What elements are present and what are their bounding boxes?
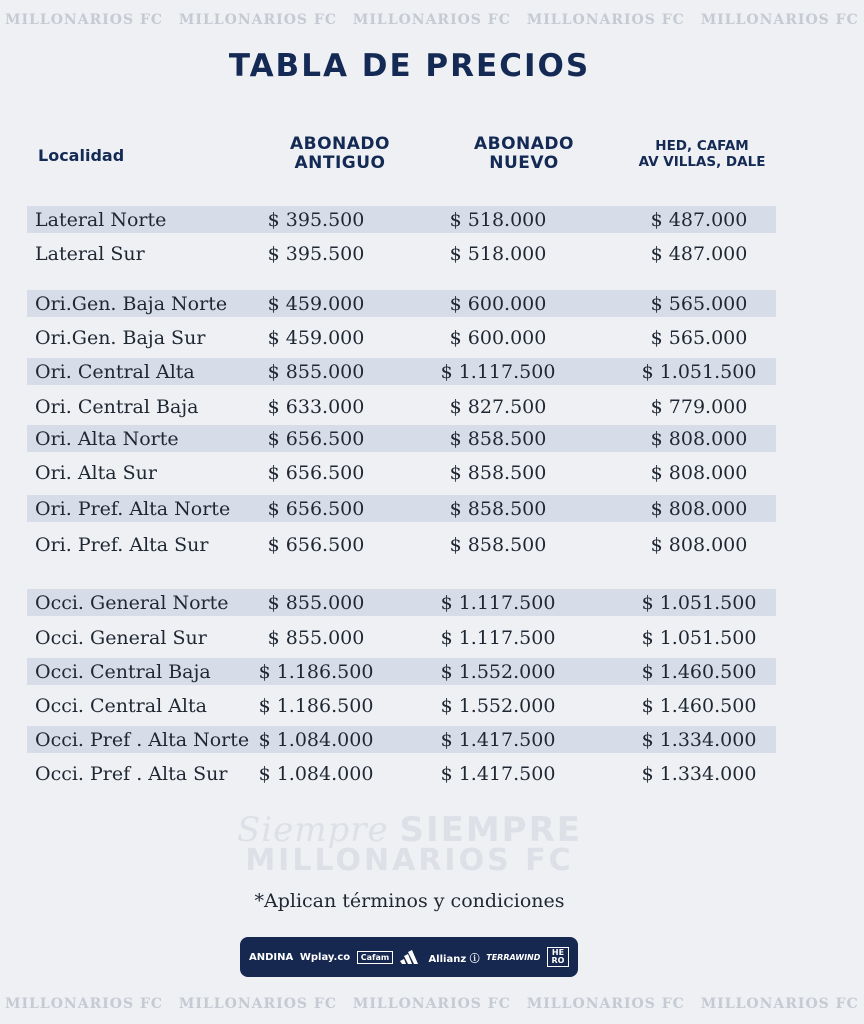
table-row [27,425,776,452]
hed-cafam-cell: $ 1.334.000 [641,763,757,785]
table-row [27,290,776,317]
table-row [27,760,776,787]
table-row [27,658,776,685]
header-hed-line2: AV VILLAS, DALE [638,154,766,170]
abonado-nuevo-cell: $ 600.000 [449,293,547,315]
localidad-cell: Occi. General Sur [35,627,207,649]
localidad-cell: Ori. Alta Norte [35,428,179,450]
top-banner [0,12,859,28]
watermark-script-text: Siempre [236,810,389,850]
table-row [27,531,776,558]
table-row [27,726,776,753]
sponsor-bar [240,937,578,977]
abonado-nuevo-cell: $ 1.417.500 [440,729,556,751]
localidad-cell: Occi. Central Baja [35,661,211,683]
abonado-nuevo-cell: $ 1.552.000 [440,695,556,717]
abonado-nuevo-cell: $ 858.500 [449,534,547,556]
abonado-nuevo-cell: $ 858.500 [449,428,547,450]
table-row [27,240,776,267]
terms-note: *Aplican términos y condiciones [254,890,565,912]
abonado-nuevo-cell: $ 600.000 [449,327,547,349]
abonado-nuevo-cell: $ 1.117.500 [440,361,556,383]
hed-cafam-cell: $ 1.334.000 [641,729,757,751]
banner-text: MILLONARIOS FC [352,996,511,1012]
abonado-antiguo-cell: $ 1.186.500 [258,661,374,683]
banner-text: MILLONARIOS FC [178,12,337,28]
localidad-cell: Ori. Central Baja [35,396,199,418]
page-title: TABLA DE PRECIOS [228,48,591,84]
banner-text: MILLONARIOS FC [526,12,685,28]
banner-text: MILLONARIOS FC [178,996,337,1012]
table-row [27,358,776,385]
hed-cafam-cell: $ 1.051.500 [641,361,757,383]
hed-cafam-cell: $ 1.460.500 [641,661,757,683]
table-row [27,206,776,233]
abonado-antiguo-cell: $ 1.084.000 [258,763,374,785]
abonado-antiguo-cell: $ 855.000 [267,361,365,383]
localidad-cell: Occi. Pref . Alta Sur [35,763,228,785]
hed-cafam-cell: $ 565.000 [650,327,748,349]
header-localidad: Localidad [38,146,125,165]
abonado-antiguo-cell: $ 656.500 [267,462,365,484]
abonado-antiguo-cell: $ 395.500 [267,243,365,265]
hed-cafam-cell: $ 1.460.500 [641,695,757,717]
table-row [27,495,776,522]
table-row [27,624,776,651]
abonado-antiguo-cell: $ 656.500 [267,534,365,556]
abonado-antiguo-cell: $ 855.000 [267,627,365,649]
table-row [27,692,776,719]
hed-cafam-cell: $ 808.000 [650,428,748,450]
table-row [27,459,776,486]
sponsor-terrawind-logo: TERRAWIND [486,952,541,962]
localidad-cell: Occi. Pref . Alta Norte [35,729,250,751]
abonado-antiguo-cell: $ 1.186.500 [258,695,374,717]
hed-cafam-cell: $ 1.051.500 [641,627,757,649]
abonado-antiguo-cell: $ 656.500 [267,498,365,520]
hed-cafam-cell: $ 487.000 [650,243,748,265]
banner-text: MILLONARIOS FC [700,996,859,1012]
watermark-millonarios: MILLONARIOS FC [245,843,574,878]
banner-text: MILLONARIOS FC [5,996,164,1012]
localidad-cell: Lateral Sur [35,243,145,265]
abonado-antiguo-cell: $ 656.500 [267,428,365,450]
hero-logo-line1: HE [551,948,565,957]
hed-cafam-cell: $ 565.000 [650,293,748,315]
abonado-antiguo-cell: $ 633.000 [267,396,365,418]
sponsor-andina-logo: ANDINA [249,951,294,963]
header-abonado-nuevo-line1: ABONADO [473,134,574,154]
table-row [27,324,776,351]
localidad-cell: Ori. Alta Sur [35,462,157,484]
sponsor-hero-logo [547,947,569,967]
localidad-cell: Occi. General Norte [35,592,229,614]
banner-text: MILLONARIOS FC [5,12,164,28]
localidad-cell: Ori. Central Alta [35,361,195,383]
abonado-nuevo-cell: $ 1.552.000 [440,661,556,683]
localidad-cell: Ori.Gen. Baja Norte [35,293,228,315]
banner-text: MILLONARIOS FC [352,12,511,28]
abonado-antiguo-cell: $ 855.000 [267,592,365,614]
localidad-cell: Lateral Norte [35,209,167,231]
hero-logo-line2: RO [551,956,565,965]
abonado-nuevo-cell: $ 827.500 [449,396,547,418]
watermark-block-text: SIEMPRE [399,810,582,850]
sponsor-wplay-logo: Wplay.co [299,951,351,963]
localidad-cell: Ori.Gen. Baja Sur [35,327,206,349]
abonado-antiguo-cell: $ 1.084.000 [258,729,374,751]
adidas-icon [400,950,422,964]
hed-cafam-cell: $ 779.000 [650,396,748,418]
header-abonado-nuevo-line2: NUEVO [489,153,559,173]
abonado-nuevo-cell: $ 858.500 [449,498,547,520]
table-row [27,589,776,616]
abonado-nuevo-cell: $ 1.117.500 [440,627,556,649]
sponsor-allianz-logo: Allianz ⓘ [428,953,480,965]
header-hed-line1: HED, CAFAM [655,138,749,154]
abonado-antiguo-cell: $ 395.500 [267,209,365,231]
localidad-cell: Occi. Central Alta [35,695,207,717]
banner-text: MILLONARIOS FC [526,996,685,1012]
localidad-cell: Ori. Pref. Alta Sur [35,534,209,556]
header-abonado-nuevo [446,135,602,173]
header-abonado-antiguo-line2: ANTIGUO [294,153,386,173]
hed-cafam-cell: $ 808.000 [650,498,748,520]
banner-text: MILLONARIOS FC [700,12,859,28]
abonado-nuevo-cell: $ 858.500 [449,462,547,484]
abonado-nuevo-cell: $ 518.000 [449,243,547,265]
abonado-nuevo-cell: $ 1.117.500 [440,592,556,614]
sponsor-cafam-logo: Cafam [357,951,393,964]
header-abonado-antiguo [262,135,418,173]
hed-cafam-cell: $ 487.000 [650,209,748,231]
abonado-antiguo-cell: $ 459.000 [267,327,365,349]
hed-cafam-cell: $ 1.051.500 [641,592,757,614]
hed-cafam-cell: $ 808.000 [650,462,748,484]
abonado-nuevo-cell: $ 1.417.500 [440,763,556,785]
table-row [27,393,776,420]
header-abonado-antiguo-line1: ABONADO [289,134,390,154]
localidad-cell: Ori. Pref. Alta Norte [35,498,231,520]
abonado-nuevo-cell: $ 518.000 [449,209,547,231]
bottom-banner [0,996,859,1012]
hed-cafam-cell: $ 808.000 [650,534,748,556]
abonado-antiguo-cell: $ 459.000 [267,293,365,315]
header-hed-cafam [612,138,792,170]
